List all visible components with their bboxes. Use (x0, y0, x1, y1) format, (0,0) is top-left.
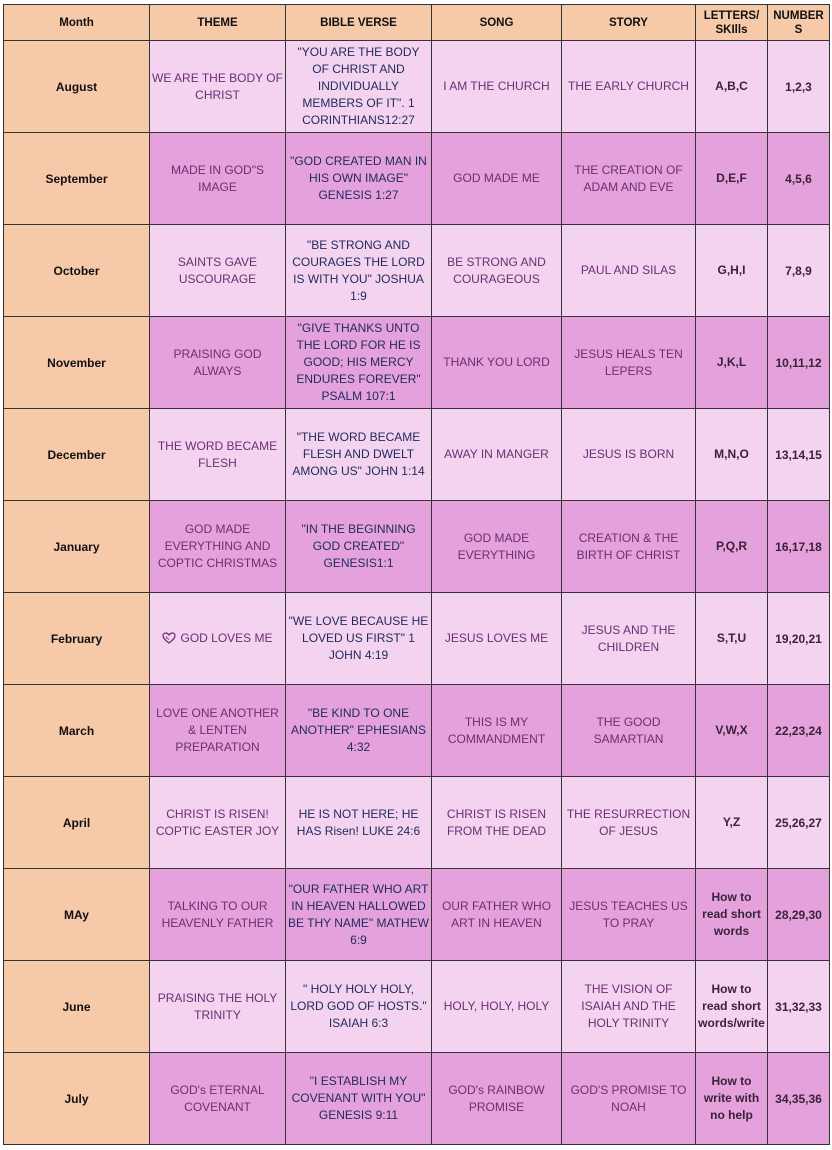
theme-cell (150, 593, 286, 685)
table-row (4, 961, 830, 1053)
letters-cell: J,K,L (696, 317, 768, 409)
table-row (4, 869, 830, 961)
month-cell: October (4, 225, 150, 317)
theme-text: GOD LOVES ME (180, 631, 273, 645)
numbers-cell: 19,20,21 (768, 593, 830, 685)
theme-cell: GOD's ETERNAL COVENANT (150, 1053, 286, 1145)
song-cell: JESUS LOVES ME (432, 593, 562, 685)
theme-cell: GOD MADE EVERYTHING AND COPTIC CHRISTMAS (150, 501, 286, 593)
month-cell: November (4, 317, 150, 409)
numbers-cell: 22,23,24 (768, 685, 830, 777)
letters-cell: M,N,O (696, 409, 768, 501)
story-cell: PAUL AND SILAS (562, 225, 696, 317)
month-cell: August (4, 41, 150, 133)
story-cell: THE EARLY CHURCH (562, 41, 696, 133)
song-cell: AWAY IN MANGER (432, 409, 562, 501)
letters-cell: A,B,C (696, 41, 768, 133)
numbers-cell: 25,26,27 (768, 777, 830, 869)
header-song: SONG (432, 5, 562, 41)
theme-cell: SAINTS GAVE USCOURAGE (150, 225, 286, 317)
table-row (4, 41, 830, 133)
numbers-cell: 1,2,3 (768, 41, 830, 133)
song-cell: BE STRONG AND COURAGEOUS (432, 225, 562, 317)
bible-verse-cell: "WE LOVE BECAUSE HE LOVED US FIRST" 1 JOHN 4:19 (286, 593, 432, 685)
letters-cell: V,W,X (696, 685, 768, 777)
song-cell: OUR FATHER WHO ART IN HEAVEN (432, 869, 562, 961)
numbers-cell: 7,8,9 (768, 225, 830, 317)
table-row (4, 685, 830, 777)
story-cell: JESUS IS BORN (562, 409, 696, 501)
story-cell: THE RESURRECTION OF JESUS (562, 777, 696, 869)
header-letters-skills: LETTERS/ SKIlls (696, 5, 768, 41)
story-cell: CREATION & THE BIRTH OF CHRIST (562, 501, 696, 593)
numbers-cell: 10,11,12 (768, 317, 830, 409)
bible-verse-cell: "THE WORD BECAME FLESH AND DWELT AMONG US" JOHN 1:14 (286, 409, 432, 501)
song-cell: I AM THE CHURCH (432, 41, 562, 133)
table-row (4, 409, 830, 501)
story-cell: THE VISION OF ISAIAH AND THE HOLY TRINITY (562, 961, 696, 1053)
story-cell: JESUS TEACHES US TO PRAY (562, 869, 696, 961)
song-cell: GOD MADE EVERYTHING (432, 501, 562, 593)
month-cell: December (4, 409, 150, 501)
month-cell: January (4, 501, 150, 593)
month-cell: April (4, 777, 150, 869)
month-cell: September (4, 133, 150, 225)
bible-verse-cell: "IN THE BEGINNING GOD CREATED" GENESIS1:1 (286, 501, 432, 593)
header-story: STORY (562, 5, 696, 41)
month-cell: MAy (4, 869, 150, 961)
header-bible-verse: BIBLE VERSE (286, 5, 432, 41)
bible-verse-cell: "YOU ARE THE BODY OF CHRIST AND INDIVIDUALLY MEMBERS OF IT". 1 CORINTHIANS12:27 (286, 41, 432, 133)
header-month: Month (4, 5, 150, 41)
story-cell: JESUS AND THE CHILDREN (562, 593, 696, 685)
theme-cell: CHRIST IS RISEN! COPTIC EASTER JOY (150, 777, 286, 869)
month-cell: June (4, 961, 150, 1053)
letters-cell: How to read short words/write (696, 961, 768, 1053)
bible-verse-cell: "I ESTABLISH MY COVENANT WITH YOU" GENESIS 9:11 (286, 1053, 432, 1145)
story-cell: THE CREATION OF ADAM AND EVE (562, 133, 696, 225)
bible-verse-cell: "OUR FATHER WHO ART IN HEAVEN HALLOWED BE THY NAME" MATHEW 6:9 (286, 869, 432, 961)
bible-verse-cell: "BE KIND TO ONE ANOTHER" EPHESIANS 4:32 (286, 685, 432, 777)
month-cell: March (4, 685, 150, 777)
letters-cell: P,Q,R (696, 501, 768, 593)
month-cell: July (4, 1053, 150, 1145)
heart-outline-icon (162, 632, 176, 644)
theme-cell: PRAISING THE HOLY TRINITY (150, 961, 286, 1053)
numbers-cell: 31,32,33 (768, 961, 830, 1053)
theme-cell: MADE IN GOD"S IMAGE (150, 133, 286, 225)
song-cell: HOLY, HOLY, HOLY (432, 961, 562, 1053)
numbers-cell: 16,17,18 (768, 501, 830, 593)
theme-cell: TALKING TO OUR HEAVENLY FATHER (150, 869, 286, 961)
letters-cell: Y,Z (696, 777, 768, 869)
numbers-cell: 13,14,15 (768, 409, 830, 501)
table-row (4, 777, 830, 869)
theme-cell: THE WORD BECAME FLESH (150, 409, 286, 501)
letters-cell: G,H,I (696, 225, 768, 317)
header-theme: THEME (150, 5, 286, 41)
letters-cell: How to write with no help (696, 1053, 768, 1145)
theme-cell: PRAISING GOD ALWAYS (150, 317, 286, 409)
theme-cell: WE ARE THE BODY OF CHRIST (150, 41, 286, 133)
month-cell: February (4, 593, 150, 685)
table-row (4, 501, 830, 593)
table-row (4, 1053, 830, 1145)
numbers-cell: 34,35,36 (768, 1053, 830, 1145)
table-row (4, 225, 830, 317)
table-row (4, 133, 830, 225)
letters-cell: D,E,F (696, 133, 768, 225)
bible-verse-cell: "GOD CREATED MAN IN HIS OWN IMAGE" GENESIS 1:27 (286, 133, 432, 225)
header-numbers: NUMBERS (768, 5, 830, 41)
curriculum-table (3, 4, 830, 1145)
table-row (4, 593, 830, 685)
song-cell: THIS IS MY COMMANDMENT (432, 685, 562, 777)
song-cell: GOD's RAINBOW PROMISE (432, 1053, 562, 1145)
song-cell: THANK YOU LORD (432, 317, 562, 409)
table-row (4, 317, 830, 409)
bible-verse-cell: " HOLY HOLY HOLY, LORD GOD OF HOSTS." ISAIAH 6:3 (286, 961, 432, 1053)
letters-cell: How to read short words (696, 869, 768, 961)
bible-verse-cell: "GIVE THANKS UNTO THE LORD FOR HE IS GOOD; HIS MERCY ENDURES FOREVER" PSALM 107:1 (286, 317, 432, 409)
letters-cell: S,T,U (696, 593, 768, 685)
bible-verse-cell: HE IS NOT HERE; HE HAS Risen! LUKE 24:6 (286, 777, 432, 869)
story-cell: GOD'S PROMISE TO NOAH (562, 1053, 696, 1145)
story-cell: JESUS HEALS TEN LEPERS (562, 317, 696, 409)
numbers-cell: 28,29,30 (768, 869, 830, 961)
song-cell: GOD MADE ME (432, 133, 562, 225)
numbers-cell: 4,5,6 (768, 133, 830, 225)
theme-cell: LOVE ONE ANOTHER & LENTEN PREPARATION (150, 685, 286, 777)
song-cell: CHRIST IS RISEN FROM THE DEAD (432, 777, 562, 869)
bible-verse-cell: "BE STRONG AND COURAGES THE LORD IS WITH YOU" JOSHUA 1:9 (286, 225, 432, 317)
header-row (4, 5, 830, 41)
story-cell: THE GOOD SAMARTIAN (562, 685, 696, 777)
